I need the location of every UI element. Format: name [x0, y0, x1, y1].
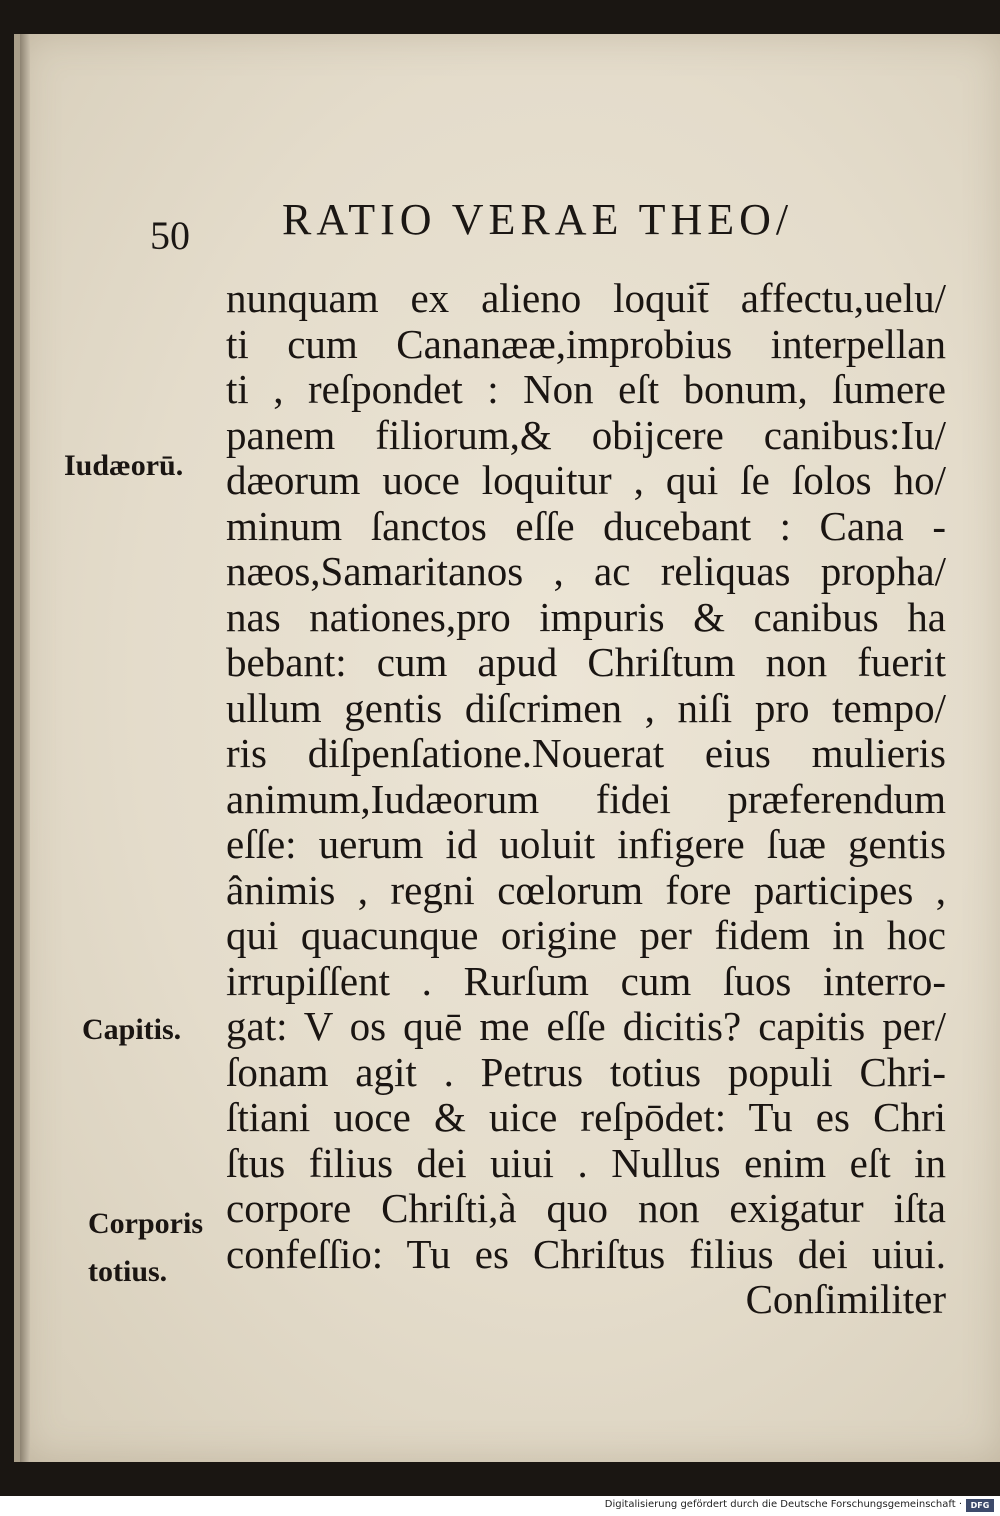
text-line: ſonam agit . Petrus totius populi Chri- — [226, 1048, 946, 1095]
text-line: bebant: cum apud Chriſtum non fuerit — [226, 639, 946, 685]
margin-note: Capitis. — [82, 1013, 182, 1046]
text-line: ſtiani uoce & uice reſpōdet: Tu es Chri — [226, 1094, 946, 1140]
page-number: 50 — [150, 213, 190, 258]
text-line: panem filiorum,& obijcere canibus:Iu/ — [226, 411, 946, 458]
text-line: nas nationes,pro impuris & canibus ha — [226, 593, 946, 640]
body-text — [226, 276, 946, 1323]
text-line: minum ſanctos eſſe ducebant : Cana - — [226, 502, 946, 549]
dfg-logo-icon: DFG — [966, 1499, 994, 1512]
text-line: dæorum uoce loquitur , qui ſe ſolos ho/ — [226, 457, 946, 503]
text-line: confeſſio: Tu es Chriſtus filius dei uiui. — [226, 1230, 946, 1277]
text-line: ris diſpenſatione.Nouerat eius mulieris — [226, 730, 946, 776]
text-line: ullum gentis diſcrimen , niſi pro tempo/ — [226, 684, 946, 731]
margin-note: Iudæorū. — [64, 449, 184, 482]
running-head: RATIO VERAE THEO/ — [282, 195, 794, 244]
text-line: irrupiſſent . Rurſum cum ſuos interro- — [226, 957, 946, 1004]
catchword: Conſimiliter — [745, 1276, 946, 1322]
text-line: gat: V os quē me eſſe dicitis? capitis per/ — [226, 1003, 946, 1049]
text-line: ſtus filius dei uiui . Nullus enim eſt in — [226, 1139, 946, 1186]
text-line: ti cum Cananææ,improbius interpellan — [226, 320, 946, 367]
text-line: eſſe: uerum id uoluit infigere ſuæ gentis — [226, 821, 946, 867]
text-line: nunquam ex alieno loquit̄ affectu,uelu/ — [226, 275, 946, 321]
text-line: animum,Iudæorum fidei præferendum — [226, 775, 946, 822]
book-page — [14, 34, 1000, 1462]
footer-bar — [0, 1496, 1000, 1516]
text-line: næos,Samaritanos , ac reliquas propha/ — [226, 548, 946, 594]
text-line: ti , reſpondet : Non eſt bonum, ſumere — [226, 366, 946, 412]
funding-credit: Digitalisierung gefördert durch die Deutsche Forschungsgemeinschaft · — [604, 1499, 962, 1510]
margin-note: Corporis — [88, 1207, 203, 1240]
page-header — [20, 184, 1000, 258]
text-line: ânimis , regni cœlorum fore participes , — [226, 866, 946, 913]
text-line: qui quacunque origine per fidem in hoc — [226, 912, 946, 958]
margin-note: totius. — [88, 1255, 168, 1288]
text-line: corpore Chriſti,à quo non exigatur iſta — [226, 1185, 946, 1231]
